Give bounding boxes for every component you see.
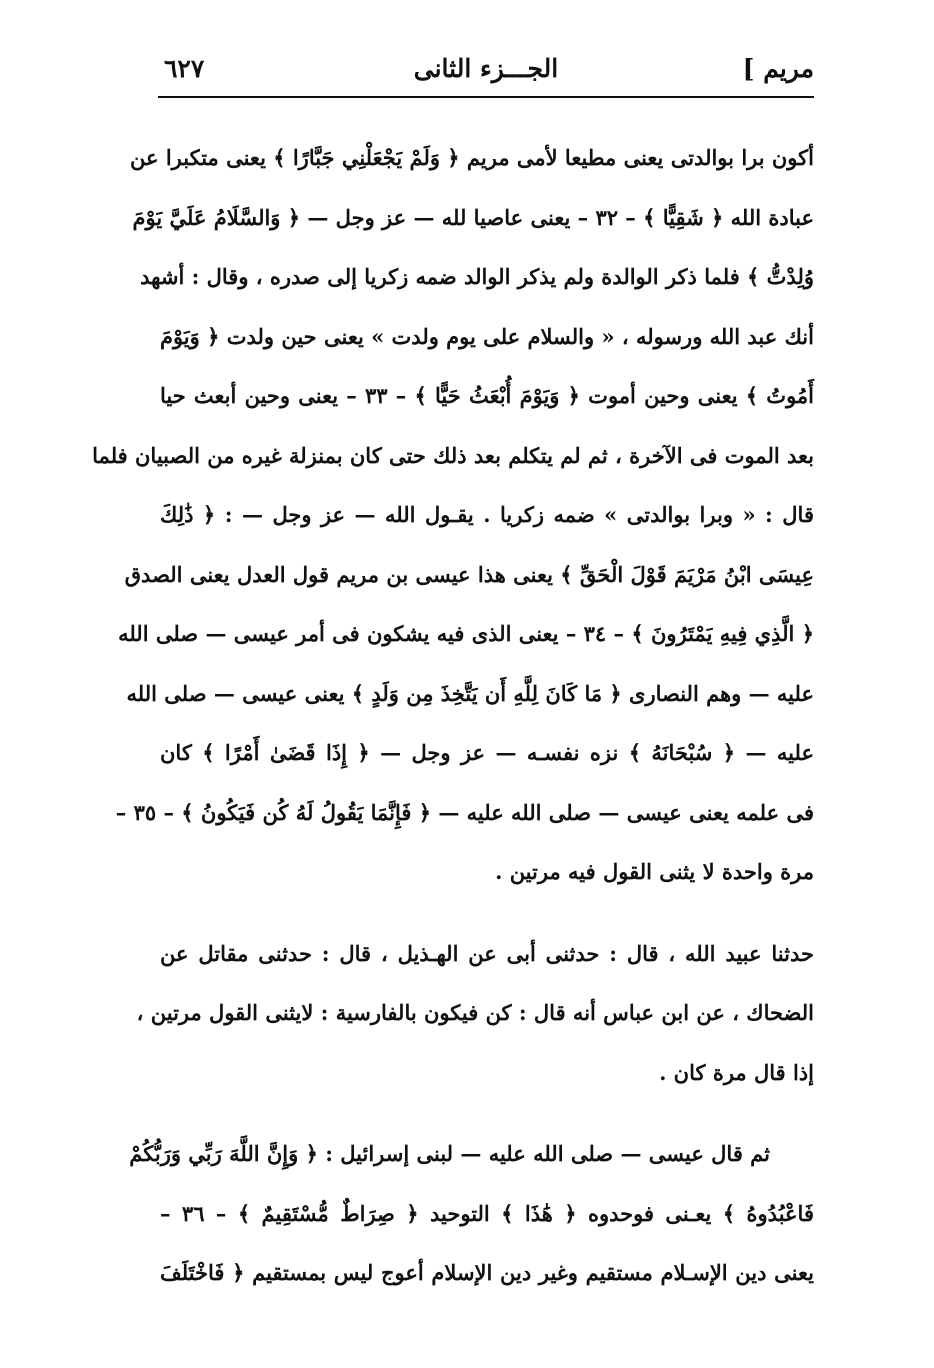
paragraph-3 [129,1124,814,1303]
text-line: وُلِدْتُّ ﴾ فلما ذكر الوالدة ولم يذكر الوالد ضمه زكريا إلى صدره ، وقال : أشهد [140,264,814,289]
paragraph-2 [136,924,814,1103]
text-line: أَمُوتُ ﴾ يعنى وحين أموت ﴿ وَيَوْمَ أُبْعَثُ حَيًّا ﴾ – ٣٣ – يعنى وحين أبعث حيا [160,383,815,408]
text-line: فَاعْبُدُوهُ ﴾ يعـنى فوحدوه ﴿ هَٰذَا ﴾ التوحيد ﴿ صِرَاطٌ مُّسْتَقِيمٌ ﴾ – ٣٦ – [160,1200,814,1226]
text-line: قال : « وبرا بوالدتى » ضمه زكريا . يقـول الله — عز وجل — : ﴿ ذَٰلِكَ [160,502,814,527]
text-line: عليه — ﴿ سُبْحَانَهُ ﴾ نزه نفسـه — عز وجل — ﴿ إِذَا قَضَىٰ أَمْرًا ﴾ كان [160,740,814,765]
text-line: أكون برا بوالدتى يعنى مطيعا لأمى مريم ﴿ وَلَمْ يَجْعَلْنِي جَبَّارًا ﴾ يعنى متكبرا عن [130,145,814,170]
text-line: ﴿ الَّذِي فِيهِ يَمْتَرُونَ ﴾ – ٣٤ – يعنى الذى فيه يشكون فى أمر عيسى — صلى الله [118,621,814,646]
page-header [158,48,814,92]
page-body [92,128,815,1303]
header-rule [158,96,814,98]
text-line: بعد الموت فى الآخرة ، ثم لم يتكلم بعد ذلك حتى كان بمنزلة غيره من الصبيان فلما [92,442,814,468]
text-line: فى علمه يعنى عيسى — صلى الله عليه — ﴿ فَإِنَّمَا يَقُولُ لَهُ كُن فَيَكُونُ ﴾ – ٣٥ – [115,799,814,825]
part-title: الجـــزء الثانى [413,54,559,83]
text-line: حدثنا عبيد الله ، قال : حدثنى أبى عن الهـذيل ، قال : حدثنى مقاتل عن [160,940,814,966]
text-line: عِيسَى ابْنُ مَرْيَمَ قَوْلَ الْحَقِّ ﴾ يعنى هذا عيسى بن مريم قول العدل يعنى الصدق [124,561,814,587]
text-line: مرة واحدة لا يثنى القول فيه مرتين . [495,859,814,884]
text-line: أنك عبد الله ورسوله ، « والسلام على يوم ولدت » يعنى حين ولدت ﴿ وَيَوْمَ [159,323,814,349]
paragraph-gap [160,1102,814,1124]
page-number: ٦٢٧ [164,54,205,83]
text-line: إذا قال مرة كان . [659,1059,814,1085]
text-line: ثم قال عيسى — صلى الله عليه — لبنى إسرائيل : ﴿ وَإِنَّ اللَّهَ رَبِّي وَرَبُّكُمْ [129,1141,770,1166]
text-line: عبادة الله ﴿ شَقِيًّا ﴾ – ٣٢ – يعنى عاصيا لله — عز وجل — ﴿ وَالسَّلَامُ عَلَيَّ يَوْمَ [132,204,814,230]
surah-title: مريم ] [742,54,814,83]
text-line: الضحاك ، عن ابن عباس أنه قال : كن فيكون بالفارسية : لايثنى القول مرتين ، [136,1000,814,1025]
paragraph-1 [92,128,815,902]
text-line: يعنى دين الإسـلام مستقيم وغير دين الإسلام أعوج ليس بمستقيم ﴿ فَاخْتَلَفَ [160,1260,814,1285]
paragraph-gap [160,902,814,924]
text-line: عليه — وهم النصارى ﴿ مَا كَانَ لِلَّهِ أَن يَتَّخِذَ مِن وَلَدٍ ﴾ يعنى عيسى — صلى الله [126,680,814,706]
